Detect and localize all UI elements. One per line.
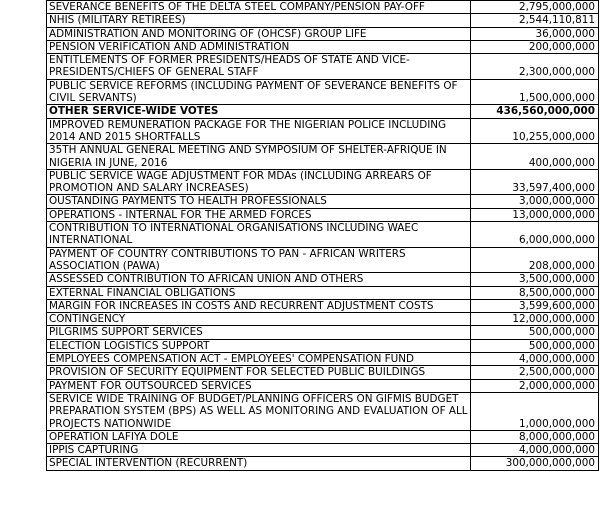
table-row [47,79,599,105]
row-amount: 4,000,000,000 [471,353,599,366]
table-row [47,1,599,14]
table-row [47,105,599,118]
row-amount: 400,000,000 [471,144,599,170]
row-amount: 1,500,000,000 [471,79,599,105]
row-description: ASSESSED CONTRIBUTION TO AFRICAN UNION AND OTHERS [47,273,471,286]
row-amount: 208,000,000 [471,247,599,273]
row-amount: 12,000,000,000 [471,313,599,326]
row-description: EXTERNAL FINANCIAL OBLIGATIONS [47,286,471,299]
table-row [47,444,599,457]
table-row [47,40,599,53]
row-description: ELECTION LOGISTICS SUPPORT [47,339,471,352]
row-amount: 3,000,000,000 [471,195,599,208]
row-amount: 436,560,000,000 [471,105,599,118]
table-row [47,273,599,286]
row-description: PILGRIMS SUPPORT SERVICES [47,326,471,339]
table-row [47,247,599,273]
table-row [47,208,599,221]
table-row [47,353,599,366]
table-row [47,457,599,470]
row-description: SERVICE WIDE TRAINING OF BUDGET/PLANNING OFFICERS ON GIFMIS BUDGET PREPARATION SYSTEM (BPS) AS WELL AS MONITORING AND EVALUATION OF ALL PROJECTS NATIONWIDE [47,392,471,430]
row-amount: 8,000,000,000 [471,430,599,443]
row-description: OPERATIONS - INTERNAL FOR THE ARMED FORCES [47,208,471,221]
row-amount: 8,500,000,000 [471,286,599,299]
table-row [47,366,599,379]
row-description: EMPLOYEES COMPENSATION ACT - EMPLOYEES' COMPENSATION FUND [47,353,471,366]
row-description: MARGIN FOR INCREASES IN COSTS AND RECURRENT ADJUSTMENT COSTS [47,299,471,312]
row-amount: 33,597,400,000 [471,169,599,195]
table-row [47,379,599,392]
row-amount: 3,599,600,000 [471,299,599,312]
row-amount: 500,000,000 [471,339,599,352]
table-row [47,54,599,80]
table-row [47,195,599,208]
table-row [47,222,599,248]
row-description: IMPROVED REMUNERATION PACKAGE FOR THE NIGERIAN POLICE INCLUDING 2014 AND 2015 SHORTFALLS [47,118,471,144]
row-description: PROVISION OF SECURITY EQUIPMENT FOR SELECTED PUBLIC BUILDINGS [47,366,471,379]
table-row [47,118,599,144]
row-amount: 2,795,000,000 [471,1,599,14]
row-amount: 200,000,000 [471,40,599,53]
table-row [47,430,599,443]
row-description: OUSTANDING PAYMENTS TO HEALTH PROFESSIONALS [47,195,471,208]
row-amount: 2,500,000,000 [471,366,599,379]
table-row [47,299,599,312]
row-description: SEVERANCE BENEFITS OF THE DELTA STEEL COMPANY/PENSION PAY-OFF [47,1,471,14]
table-row [47,144,599,170]
row-amount: 500,000,000 [471,326,599,339]
row-amount: 300,000,000,000 [471,457,599,470]
row-amount: 4,000,000,000 [471,444,599,457]
budget-table [46,0,599,471]
row-description: 35TH ANNUAL GENERAL MEETING AND SYMPOSIUM OF SHELTER-AFRIQUE IN NIGERIA IN JUNE, 2016 [47,144,471,170]
table-row [47,169,599,195]
row-description: OTHER SERVICE-WIDE VOTES [47,105,471,118]
row-description: PAYMENT FOR OUTSOURCED SERVICES [47,379,471,392]
table-row [47,339,599,352]
row-description: ADMINISTRATION AND MONITORING OF (OHCSF) GROUP LIFE [47,27,471,40]
row-description: OPERATION LAFIYA DOLE [47,430,471,443]
row-amount: 2,000,000,000 [471,379,599,392]
row-description: CONTRIBUTION TO INTERNATIONAL ORGANISATIONS INCLUDING WAEC INTERNATIONAL [47,222,471,248]
table-row [47,27,599,40]
table-row [47,313,599,326]
row-description: SPECIAL INTERVENTION (RECURRENT) [47,457,471,470]
row-amount: 3,500,000,000 [471,273,599,286]
row-amount: 1,000,000,000 [471,392,599,430]
table-row [47,14,599,27]
table-row [47,392,599,430]
row-description: IPPIS CAPTURING [47,444,471,457]
row-description: PAYMENT OF COUNTRY CONTRIBUTIONS TO PAN - AFRICAN WRITERS ASSOCIATION (PAWA) [47,247,471,273]
row-amount: 6,000,000,000 [471,222,599,248]
row-description: PUBLIC SERVICE WAGE ADJUSTMENT FOR MDAs (INCLUDING ARREARS OF PROMOTION AND SALARY INCREASES) [47,169,471,195]
table-row [47,286,599,299]
row-amount: 36,000,000 [471,27,599,40]
row-amount: 2,544,110,811 [471,14,599,27]
row-description: ENTITLEMENTS OF FORMER PRESIDENTS/HEADS OF STATE AND VICE-PRESIDENTS/CHIEFS OF GENERAL STAFF [47,54,471,80]
table-row [47,326,599,339]
budget-table-body [47,1,599,471]
row-description: PENSION VERIFICATION AND ADMINISTRATION [47,40,471,53]
row-amount: 10,255,000,000 [471,118,599,144]
row-amount: 2,300,000,000 [471,54,599,80]
row-description: PUBLIC SERVICE REFORMS (INCLUDING PAYMENT OF SEVERANCE BENEFITS OF CIVIL SERVANTS) [47,79,471,105]
row-description: NHIS (MILITARY RETIREES) [47,14,471,27]
row-amount: 13,000,000,000 [471,208,599,221]
row-description: CONTINGENCY [47,313,471,326]
